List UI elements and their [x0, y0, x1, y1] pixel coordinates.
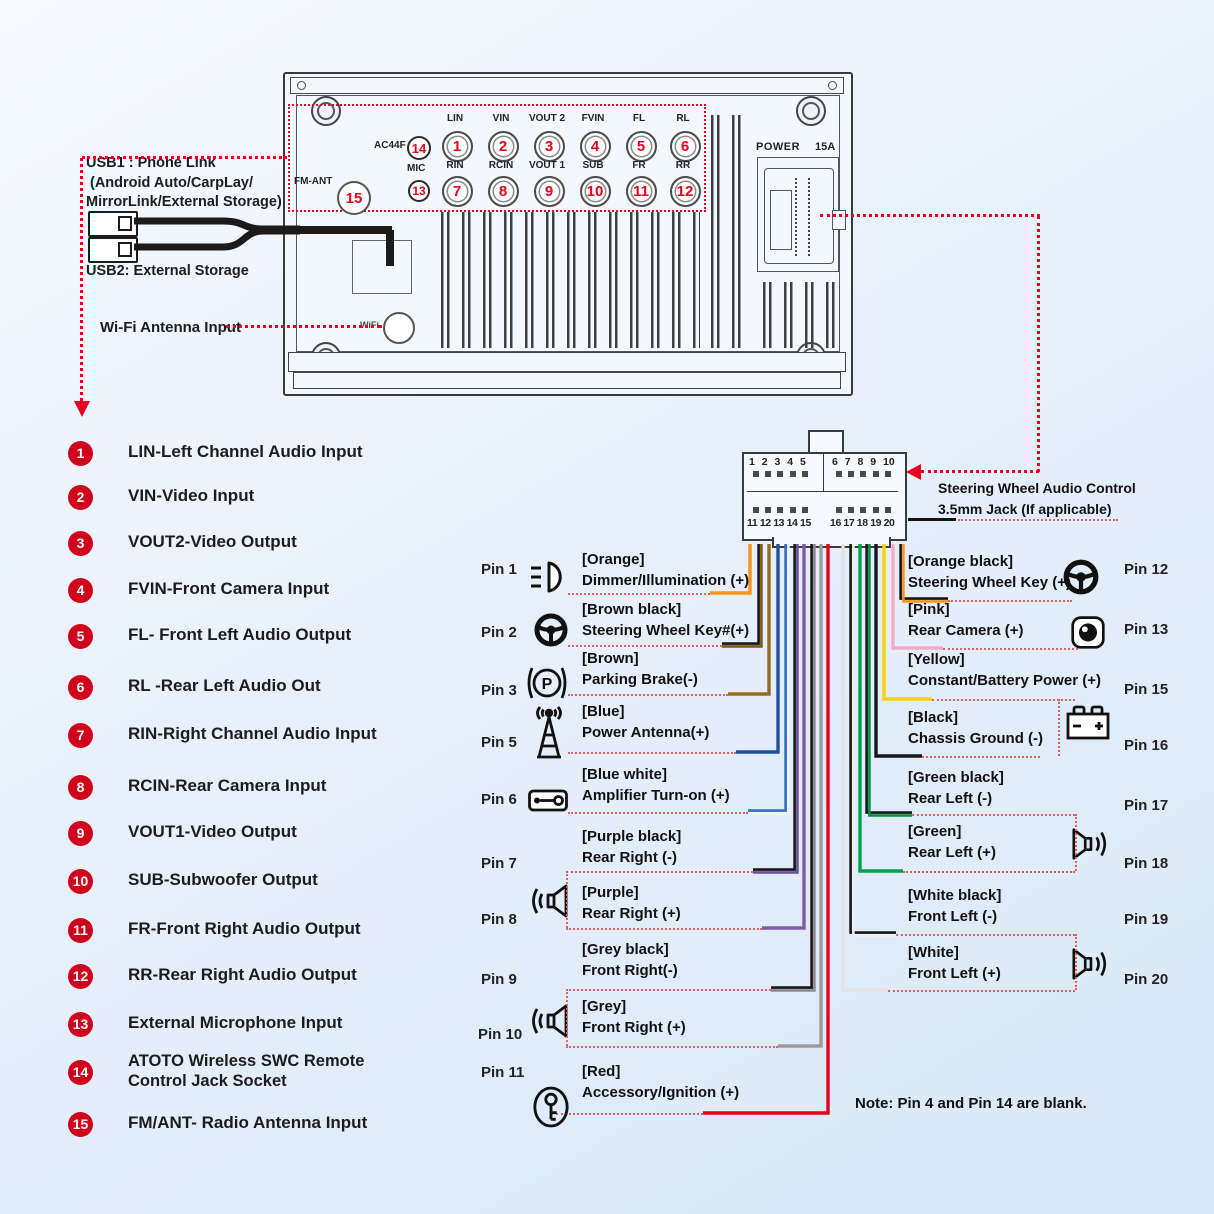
legend-number-badge: 11 — [68, 918, 93, 943]
pin-dotted-underline — [943, 648, 1078, 650]
legend-number-badge: 10 — [68, 869, 93, 894]
pin-number-label: Pin 13 — [1124, 621, 1169, 638]
speaker-left-icon — [528, 999, 570, 1043]
pin-dotted-underline — [888, 990, 1075, 992]
rca-port-label: VOUT 1 — [528, 160, 566, 171]
wire-color-label: [Brown black] — [582, 601, 682, 618]
legend-item-text: VOUT2-Video Output — [128, 532, 297, 551]
speaker-left-icon — [528, 879, 570, 923]
pin-dotted-underline — [568, 812, 748, 814]
rca-port-label: RL — [676, 113, 690, 124]
pin-dotted-underline — [896, 934, 1075, 936]
pin-number-label: Pin 3 — [481, 682, 517, 699]
wifi-antenna-input-label: Wi-Fi Antenna Input — [100, 319, 241, 336]
pin-number-label: Pin 1 — [481, 561, 517, 578]
wire-blue_white — [748, 544, 786, 811]
connector-pin-numbers-bottom-right: 16 17 18 19 20 — [830, 517, 895, 529]
rear-camera-icon — [1070, 612, 1106, 652]
wire-color-label: [Blue white] — [582, 766, 667, 783]
pin-dotted-underline — [922, 756, 1040, 758]
pin-number-label: Pin 11 — [481, 1064, 525, 1081]
legend-item-text: RR-Rear Right Audio Output — [128, 965, 357, 984]
rca-port-label: FL — [632, 113, 646, 124]
wire-color-label: [Orange black] — [908, 553, 1014, 570]
wire-function-label: Rear Right (-) — [582, 849, 677, 866]
rca-port-number: 4 — [590, 138, 600, 155]
antenna-icon — [526, 705, 572, 761]
wire-function-label: Front Right (+) — [582, 1019, 686, 1036]
wire-function-label: Accessory/Ignition (+) — [582, 1084, 740, 1101]
legend-item-text: External Microphone Input — [128, 1013, 343, 1032]
legend-number-badge: 12 — [68, 964, 93, 989]
wire-white_black — [851, 544, 896, 933]
legend-number-badge: 4 — [68, 578, 93, 603]
wire-function-label: Power Antenna(+) — [582, 724, 710, 741]
pin-number-label: Pin 18 — [1124, 855, 1169, 872]
rca-port-number: 12 — [676, 183, 694, 200]
pin-dotted-underline — [566, 871, 753, 873]
wire-color-label: [White] — [908, 944, 959, 961]
rca-port-label: FR — [632, 160, 646, 171]
legend-number-badge: 7 — [68, 723, 93, 748]
legend-item-text: VOUT1-Video Output — [128, 822, 297, 841]
legend-item-text: FM/ANT- Radio Antenna Input — [128, 1113, 368, 1132]
wire-color-label: [Orange] — [582, 551, 645, 568]
rca-port-label: SUB — [582, 160, 604, 171]
wire-function-label: Front Left (-) — [908, 908, 998, 925]
pin-number-label: Pin 17 — [1124, 797, 1169, 814]
pin-number-label: Pin 9 — [481, 971, 517, 988]
pin-dotted-underline — [566, 989, 771, 991]
svg-text:P: P — [541, 676, 553, 693]
legend-item-text: FVIN-Front Camera Input — [128, 579, 330, 598]
pin-dotted-underline — [566, 928, 762, 930]
wire-color-label: [Grey] — [582, 998, 627, 1015]
wire-function-label: Rear Camera (+) — [908, 622, 1024, 639]
rca-port-number: 2 — [498, 138, 508, 155]
legend-number-badge: 13 — [68, 1012, 93, 1037]
legend-item-text: RCIN-Rear Camera Input — [128, 776, 327, 795]
dimmer-icon — [528, 560, 568, 594]
pin-pair-dotted-edge — [1058, 699, 1060, 756]
pin-number-label: Pin 16 — [1124, 737, 1169, 754]
amplifier-icon — [528, 788, 568, 813]
rca-port-number: 5 — [636, 138, 646, 155]
pin-dotted-underline — [903, 871, 1075, 873]
fuse-rating-label: 15A — [815, 141, 836, 153]
wire-color-label: [Black] — [908, 709, 959, 726]
legend-number-badge: 5 — [68, 624, 93, 649]
legend-item-text: RL -Rear Left Audio Out — [128, 676, 321, 695]
legend-number-badge: 2 — [68, 485, 93, 510]
wire-function-label: Dimmer/Illumination (+) — [582, 572, 750, 589]
pin-dotted-underline — [568, 645, 722, 647]
wire-color-label: [Red] — [582, 1063, 621, 1080]
pin-dotted-underline — [566, 1046, 778, 1048]
pin-dotted-underline — [568, 752, 736, 754]
swc-label-line1: Steering Wheel Audio Control — [938, 480, 1136, 496]
wire-function-label: Front Left (+) — [908, 965, 1001, 982]
wire-color-label: [Brown] — [582, 650, 639, 667]
wire-green_black — [867, 544, 912, 813]
rca-port-number: 9 — [544, 183, 554, 200]
pin-number-label: Pin 6 — [481, 791, 517, 808]
wire-function-label: Parking Brake(-) — [582, 671, 698, 688]
wire-color-label: [Grey black] — [582, 941, 669, 958]
wire-function-label: Amplifier Turn-on (+) — [582, 787, 730, 804]
pin-number-label: Pin 20 — [1124, 971, 1169, 988]
usb1-label: USB1 : Phone Link (Android Auto/CarpLay/ MirrorLink/External Storage) — [86, 155, 282, 210]
rca-port-label: RIN — [446, 160, 464, 171]
legend-item-text: FR-Front Right Audio Output — [128, 919, 361, 938]
rca-port-label: FVIN — [581, 113, 605, 124]
pin-number-label: Pin 8 — [481, 911, 517, 928]
rca-port-label: VOUT 2 — [528, 113, 566, 124]
power-label: POWER — [756, 141, 801, 153]
wire-function-label: Rear Left (-) — [908, 790, 993, 807]
pin-pair-dotted-edge — [566, 871, 568, 928]
legend-number-badge: 9 — [68, 821, 93, 846]
wire-function-label: Chassis Ground (-) — [908, 730, 1044, 747]
wire-color-label: [Blue] — [582, 703, 625, 720]
pin-pair-dotted-edge — [1075, 814, 1077, 871]
connector-pin-numbers-top-left: 1 2 3 4 5 — [749, 456, 806, 468]
pin-pair-dotted-edge — [1075, 934, 1077, 990]
steering-wheel-icon — [1062, 558, 1100, 596]
ac44f-label: AC44F — [374, 140, 406, 151]
legend-number-badge: 14 — [68, 1060, 93, 1085]
rca-port-number: 11 — [633, 183, 649, 200]
legend-item-text: LIN-Left Channel Audio Input — [128, 442, 363, 461]
connector-pin-numbers-top-right: 6 7 8 9 10 — [832, 456, 895, 468]
wire-function-label: Steering Wheel Key#(+) — [582, 622, 750, 639]
pin-dotted-underline — [568, 694, 728, 696]
rca-port-number: 3 — [544, 138, 554, 155]
rca-port-number: 10 — [586, 183, 604, 200]
rca-port-number: 6 — [680, 138, 690, 155]
pin-number-label: Pin 15 — [1124, 681, 1169, 698]
rca-port-number: 8 — [498, 183, 508, 200]
wire-color-label: [White black] — [908, 887, 1002, 904]
wire-function-label: Steering Wheel Key (+) — [908, 574, 1071, 591]
pin-dotted-underline — [556, 1113, 703, 1115]
swc-label-line2: 3.5mm Jack (If applicable) — [938, 501, 1112, 517]
rca-port-label: RR — [675, 160, 691, 171]
rca-port-number: 7 — [452, 183, 462, 200]
fm-ant-port[interactable]: 15 — [337, 181, 371, 215]
fm-ant-label: FM-ANT — [294, 176, 333, 187]
legend-number-badge: 8 — [68, 775, 93, 800]
legend-item-text: SUB-Subwoofer Output — [128, 870, 318, 889]
swc-jack-port[interactable]: 14 — [407, 136, 431, 160]
rca-port-label: LIN — [446, 113, 464, 124]
wire-color-label: [Purple black] — [582, 828, 682, 845]
usb2-label: USB2: External Storage — [86, 263, 249, 279]
pin-number-label: Pin 19 — [1124, 911, 1169, 928]
wifi-label: WiFi — [360, 320, 379, 330]
pin-pair-dotted-edge — [566, 989, 568, 1046]
rca-port-label: RCIN — [488, 160, 514, 171]
wire-function-label: Constant/Battery Power (+) — [908, 672, 1101, 689]
connector-pin-numbers-bottom-left: 11 12 13 14 15 — [747, 517, 811, 529]
wire-color-label: [Green] — [908, 823, 962, 840]
legend-number-badge: 3 — [68, 531, 93, 556]
ignition-key-icon — [532, 1085, 570, 1129]
legend-number-badge: 6 — [68, 675, 93, 700]
battery-icon — [1066, 703, 1110, 741]
pin-number-label: Pin 10 — [478, 1026, 523, 1043]
pin-dotted-underline — [932, 699, 1075, 701]
mic-port[interactable]: 13 — [408, 180, 430, 202]
pin-dotted-underline — [568, 593, 710, 595]
pin-dotted-underline — [912, 814, 1075, 816]
legend-item-text: VIN-Video Input — [128, 486, 255, 505]
legend-item-text: ATOTO Wireless SWC Remote Control Jack Socket — [128, 1052, 365, 1090]
blank-pins-note: Note: Pin 4 and Pin 14 are blank. — [855, 1095, 1087, 1112]
wire-color-label: [Green black] — [908, 769, 1004, 786]
pin-number-label: Pin 5 — [481, 734, 517, 751]
rca-port-label: VIN — [492, 113, 510, 124]
pin-dotted-underline — [948, 600, 1072, 602]
legend-number-badge: 15 — [68, 1112, 93, 1137]
parking-brake-icon — [524, 664, 570, 702]
wire-function-label: Rear Left (+) — [908, 844, 996, 861]
wire-color-label: [Purple] — [582, 884, 639, 901]
wire-function-label: Rear Right (+) — [582, 905, 681, 922]
pin-number-label: Pin 2 — [481, 624, 517, 641]
rca-port-number: 1 — [452, 138, 462, 155]
wire-function-label: Front Right(-) — [582, 962, 678, 979]
mic-label: MIC — [407, 163, 426, 174]
pin-number-label: Pin 12 — [1124, 561, 1169, 578]
wire-color-label: [Pink] — [908, 601, 950, 618]
legend-number-badge: 1 — [68, 441, 93, 466]
steering-wheel-icon — [533, 612, 569, 648]
wire-color-label: [Yellow] — [908, 651, 965, 668]
legend-item-text: FL- Front Left Audio Output — [128, 625, 352, 644]
legend-item-text: RIN-Right Channel Audio Input — [128, 724, 377, 743]
pin-number-label: Pin 7 — [481, 855, 517, 872]
